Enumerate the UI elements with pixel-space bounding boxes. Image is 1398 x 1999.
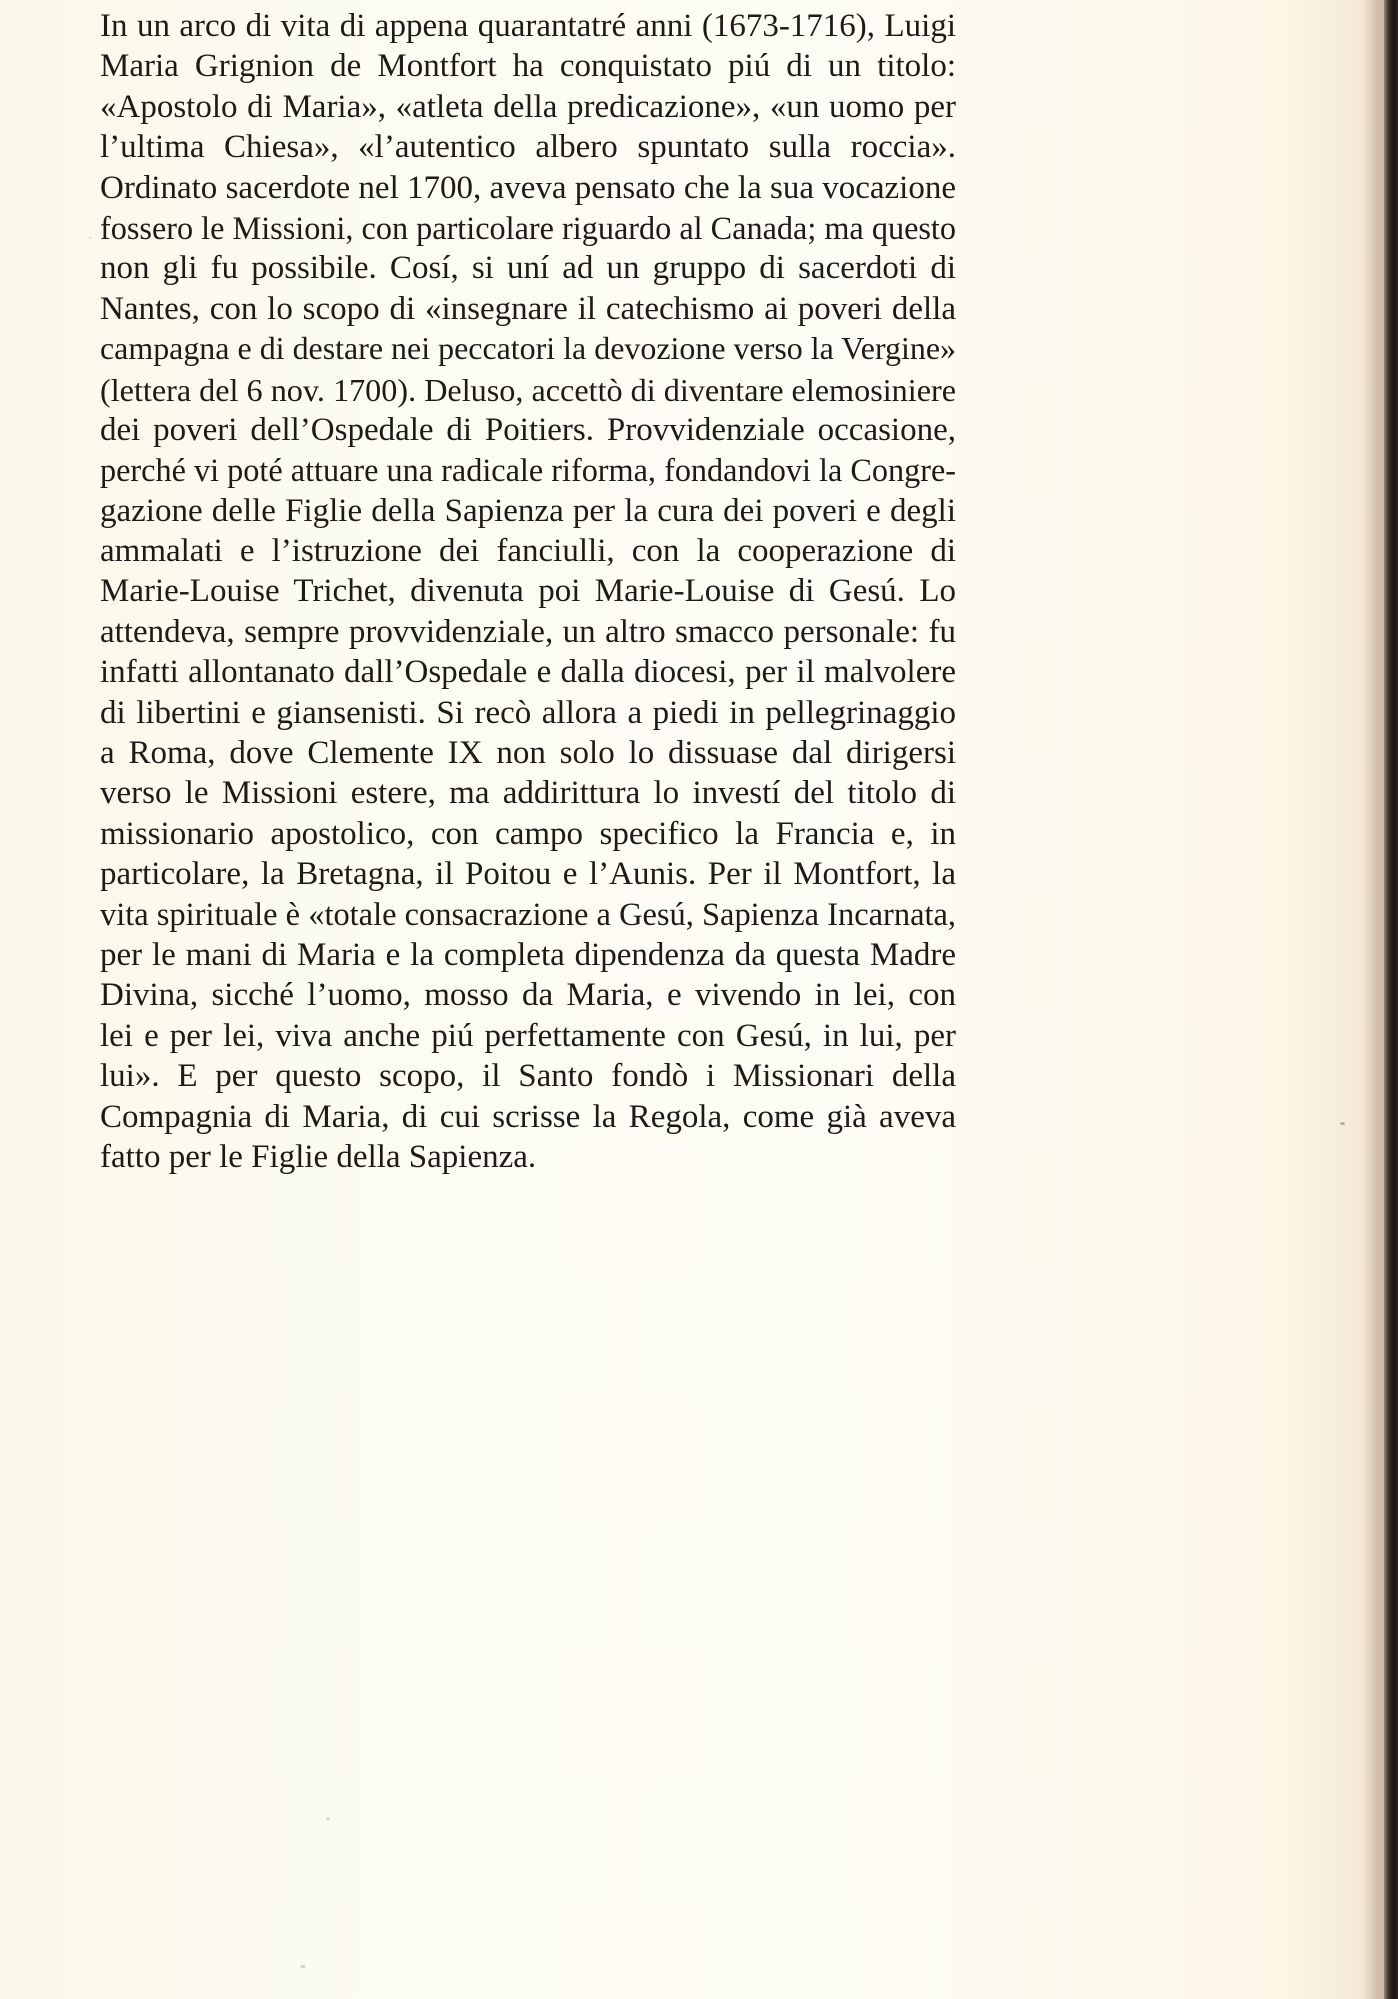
text-line: ammalati e l’istruzione dei fanciulli, con la cooperazione di: [100, 533, 956, 570]
text-line: vita spirituale è «totale consacrazione a Gesú, Sapienza Incarnata,: [100, 896, 956, 933]
text-line: Ordinato sacerdote nel 1700, aveva pensato che la sua vocazione: [100, 169, 956, 206]
text-line: particolare, la Bretagna, il Poitou e l’Aunis. Per il Montfort, la: [100, 856, 956, 893]
text-line: lui». E per questo scopo, il Santo fondò i Missionari della: [100, 1058, 956, 1095]
text-line: campagna e di destare nei peccatori la devozione verso la Vergine»: [100, 331, 956, 367]
text-line: Compagnia di Maria, di cui scrisse la Regola, come già aveva: [100, 1098, 956, 1135]
paper-speck: [1340, 1122, 1345, 1125]
text-line: missionario apostolico, con campo specifico la Francia e, in: [100, 815, 956, 852]
text-line: Nantes, con lo scopo di «insegnare il catechismo ai poveri della: [100, 290, 956, 327]
text-line: attendeva, sempre provvidenziale, un altro smacco personale: fu: [100, 613, 956, 650]
text-line: dei poveri dell’Ospedale di Poitiers. Provvidenziale occasione,: [100, 411, 956, 448]
body-text: [100, 6, 956, 1177]
text-line: «Apostolo di Maria», «atleta della predicazione», «un uomo per: [100, 88, 956, 125]
text-line: Divina, sicché l’uomo, mosso da Maria, e vivendo in lei, con: [100, 977, 956, 1014]
text-line: fatto per le Figlie della Sapienza.: [100, 1138, 537, 1175]
text-line: In un arco di vita di appena quarantatré anni (1673-1716), Luigi: [100, 8, 956, 44]
text-line: non gli fu possibile. Cosí, si uní ad un gruppo di sacerdoti di: [100, 250, 956, 287]
page-edge-shadow: [1362, 0, 1384, 1999]
text-line: Maria Grignion de Montfort ha conquistato piú di un titolo:: [100, 48, 956, 85]
text-line: Marie-Louise Trichet, divenuta poi Marie-Louise di Gesú. Lo: [100, 573, 956, 610]
paper-speck: [326, 1817, 330, 1820]
paper-speck: [300, 1965, 306, 1968]
text-line: a Roma, dove Clemente IX non solo lo dissuase dal dirigersi: [100, 735, 956, 772]
text-line: lei e per lei, viva anche piú perfettamente con Gesú, in lui, per: [100, 1017, 956, 1054]
text-line: infatti allontanato dall’Ospedale e dalla diocesi, per il malvolere: [100, 654, 956, 691]
book-edge: [1384, 0, 1398, 1999]
text-line: verso le Missioni estere, ma addirittura lo investí del titolo di: [100, 775, 956, 812]
text-line: di libertini e giansenisti. Si recò allora a piedi in pellegrinaggio: [100, 694, 956, 731]
text-line: l’ultima Chiesa», «l’autentico albero spuntato sulla roccia».: [100, 129, 956, 166]
text-line: gazione delle Figlie della Sapienza per la cura dei poveri e degli: [100, 492, 956, 529]
text-line: per le mani di Maria e la completa dipendenza da questa Madre: [100, 936, 956, 973]
text-line: perché vi poté attuare una radicale riforma, fondandovi la Congre-: [100, 452, 956, 489]
paper-speck: [89, 237, 91, 239]
text-line: (lettera del 6 nov. 1700). Deluso, accettò di diventare elemosiniere: [100, 371, 956, 408]
text-line: fossero le Missioni, con particolare riguardo al Canada; ma questo: [100, 209, 956, 246]
